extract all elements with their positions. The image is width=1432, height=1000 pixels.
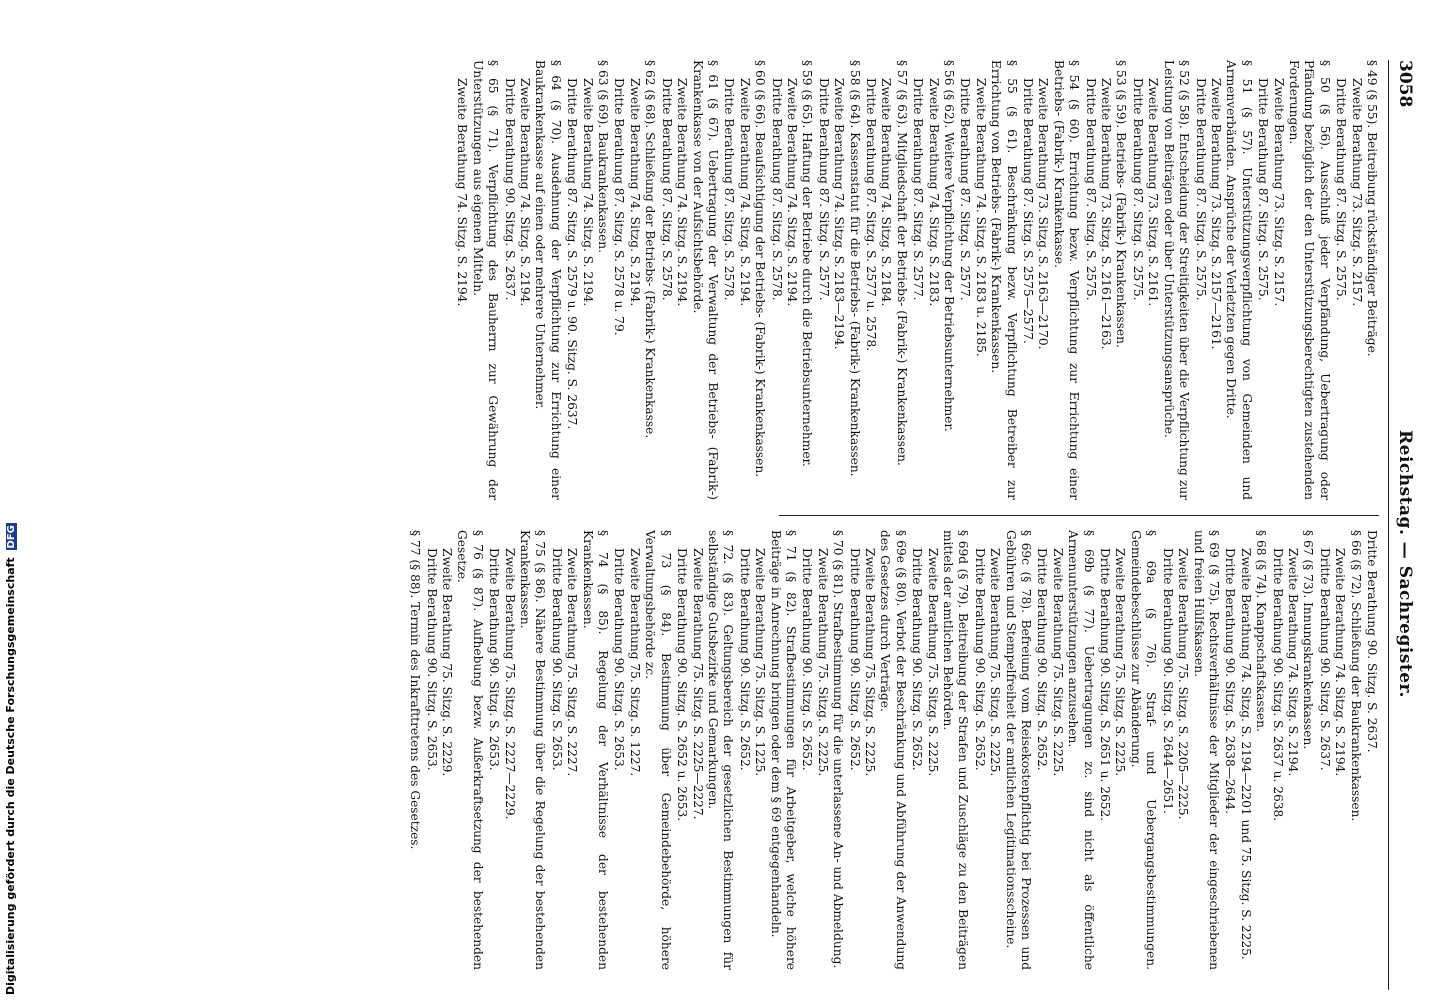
entry-reference: Zweite Berathung 74. Sitzg. S. 2194.	[784, 78, 799, 307]
index-entry	[1097, 530, 1159, 970]
index-entry	[910, 60, 956, 500]
entry-reference: Dritte Berathung 87. Sitzg. S. 2577 u. 2578.	[864, 78, 878, 352]
entry-reference: Zweite Berathung 75. Sitzg. S. 2225.	[1113, 548, 1128, 777]
entry-heading: § 68 (§ 74). Knappschaftskassen.	[1254, 530, 1269, 732]
entry-reference: Dritte Berathung 87. Sitzg. S. 2575.	[1334, 78, 1349, 301]
entry-reference: Dritte Berathung 90. Sitzg. S. 2652.	[800, 548, 815, 771]
entry-heading: § 71 (§ 82). Strafbestimmungen für Arbeitgeber, welche höhere Beiträge in Anrechnung bringen oder dem § 69 entgegenhandeln.	[768, 530, 798, 970]
index-entry	[768, 60, 814, 500]
entry-heading: § 69a (§ 76). Straf- und Uebergangsbestimmungen. Gemeindebeschlüsse zur Abänderung.	[1128, 530, 1159, 970]
entry-reference: Zweite Berathung 74. Sitzg. S. 2194.	[518, 78, 533, 307]
entry-reference: Dritte Berathung 90. Sitzg. S. 2652.	[910, 548, 925, 771]
entry-heading: § 74 (§ 85). Regelung der Verhältnisse der bestehenden Krankenkassen.	[580, 530, 611, 970]
entry-reference: Dritte Berathung 90. Sitzg. S. 2653.	[487, 548, 502, 771]
page-number: 3058	[1395, 60, 1415, 108]
entry-reference: Zweite Berathung 74. Sitzg. S. 2194.	[1333, 548, 1348, 777]
index-entry	[1130, 60, 1192, 500]
entry-reference: Dritte Berathung 87. Sitzg. S. 2575.	[1256, 78, 1271, 301]
index-entry	[423, 530, 485, 970]
entry-heading: § 50 (§ 56). Ausschluß jeder Verpfändung, Uebertragung oder Pfändung bezüglich der den Unterstützungsberechtigten zustehenden Forderungen.	[1286, 60, 1332, 500]
entry-reference: Dritte Berathung 90. Sitzg. S. 2637.	[502, 78, 517, 301]
entry-reference: Zweite Berathung 73. Sitzg. S. 2157.	[1271, 78, 1286, 307]
entry-reference: Dritte Berathung 87. Sitzg. S. 2575.	[1083, 78, 1098, 301]
header-rule	[1388, 60, 1389, 990]
index-entry	[501, 60, 563, 500]
left-column	[453, 60, 1379, 500]
index-entry	[957, 60, 1019, 500]
index-entry	[846, 530, 908, 970]
index-entry	[799, 530, 845, 970]
entry-reference: Zweite Berathung 74. Sitzg. S. 2183.	[926, 78, 941, 307]
entry-reference: Dritte Berathung 87. Sitzg. S. 2575.	[1130, 78, 1145, 301]
entry-reference: Dritte Berathung 87. Sitzg. S. 2578.	[659, 78, 674, 301]
column-divider	[779, 515, 1379, 516]
index-entry	[1159, 530, 1221, 970]
index-entry	[548, 530, 610, 970]
entry-reference: Zweite Berathung 75. Sitzg. S. 2205—2225.	[1176, 548, 1191, 820]
entry-heading: § 69c (§ 78). Befreiung vom Reisekostenpflichtig bei Prozessen und Gebühren und Stempelfreiheit der amtlichen Legitimationsscheine.	[1003, 530, 1034, 970]
entry-heading: § 55 (§ 61). Beschränkung bezw. Verpflichtung Betreiber zur Errichtung von Betriebs- (Fabrik-) Krankenkassen.	[989, 60, 1019, 500]
entry-reference: Zweite Berathung 75. Sitzg. S. 2225.	[863, 548, 877, 777]
entry-reference: Zweite Berathung 74. Sitzg. S. 2183 u. 2185.	[973, 78, 988, 357]
entry-reference: Dritte Berathung 90. Sitzg. S. 2652.	[847, 548, 862, 771]
index-entry	[674, 530, 736, 970]
entry-heading: Dritte Berathung 90. Sitzg. S. 2637.	[1365, 530, 1379, 753]
entry-reference: Zweite Berathung 74. Sitzg. S. 2183—2194.	[832, 78, 847, 350]
entry-reference: Dritte Berathung 90. Sitzg. S. 2637.	[1317, 548, 1332, 771]
entry-reference: Dritte Berathung 90. Sitzg. S. 2652.	[972, 548, 987, 771]
entry-reference: Zweite Berathung 74. Sitzg. S. 2184.	[879, 78, 894, 307]
entry-reference: Dritte Berathung 90. Sitzg. S. 2638—2644.	[1223, 548, 1238, 814]
index-entry	[658, 60, 720, 500]
entry-heading: § 69b (§ 77). Uebertragungen zc. sind nicht als öffentliche Armenunterstützungen anzusehen.	[1066, 530, 1096, 970]
index-entry	[611, 60, 657, 500]
index-entry	[486, 530, 548, 970]
entry-heading: § 66 (§ 72). Schließung der Baukrankenkassen.	[1348, 530, 1363, 822]
entry-reference: Zweite Berathung 75. Sitzg. S. 2225—2227.	[690, 548, 705, 820]
entry-reference: Dritte Berathung 87. Sitzg. S. 2575—2577.	[1021, 78, 1036, 344]
index-entry	[1034, 530, 1096, 970]
entry-reference: Zweite Berathung 74. Sitzg. S. 2194.	[455, 78, 470, 307]
index-entry	[1192, 60, 1254, 500]
entry-reference: Zweite Berathung 74. Sitzg. S. 2194.	[580, 78, 595, 307]
digitization-footer	[4, 60, 18, 995]
entry-reference: Zweite Berathung 73. Sitzg. S. 2157—2161.	[1208, 78, 1223, 350]
entry-heading: § 77 (§ 88). Termin des Inkrafttretens des Gesetzes.	[408, 530, 423, 850]
entry-reference: Zweite Berathung 74. Sitzg. S. 2194.	[1285, 548, 1300, 777]
entry-heading: § 73 (§ 84). Bestimmung über Gemeindebehörde, höhere Verwaltungsbehörde zc.	[643, 530, 673, 970]
entry-heading: § 64 (§ 70). Ausdehnung der Verpflichtung zur Errichtung einer Baukrankenkasse auf einen oder mehrere Unternehmer.	[533, 60, 563, 500]
entry-heading: § 69d (§ 79). Beitreibung der Strafen und Zuschläge zu den Beiträgen mittels der amtlichen Behörden.	[941, 530, 971, 970]
index-entry	[1269, 530, 1315, 970]
entry-heading: § 76 (§ 87). Aufhebung bezw. Außerkraftsetzung der bestehenden Gesetze.	[455, 530, 485, 970]
entry-heading: § 63 (§ 69). Baukrankenkassen.	[596, 60, 611, 254]
entry-heading: § 75 (§ 86). Nähere Bestimmung über die Regelung der bestehenden Krankenkassen.	[518, 530, 548, 970]
right-column	[406, 530, 1379, 970]
entry-reference: Zweite Berathung 75. Sitzg. S. 2225.	[1050, 548, 1065, 777]
footer-credit: Digitalisierung gefördert durch die Deutsche Forschungsgemeinschaft	[4, 557, 17, 995]
entry-reference: Dritte Berathung 90. Sitzg. S. 2652 u. 2653.	[675, 548, 690, 822]
entry-heading: § 56 (§ 62). Weitere Verpflichtung der Betriebsunternehmer.	[942, 60, 957, 432]
entry-heading: § 54 (§ 60). Errichtung bezw. Verpflichtung zur Errichtung einer Betriebs- (Fabrik-) Krankenkasse.	[1051, 60, 1082, 500]
entry-reference: Zweite Berathung 75. Sitzg. S. 2229.	[440, 548, 455, 777]
index-entry	[454, 60, 500, 500]
entry-reference: Dritte Berathung 87. Sitzg. S. 2578 u. 79.	[612, 78, 627, 336]
entry-reference: Zweite Berathung 74. Sitzg. S. 2194.	[627, 78, 642, 307]
entry-reference: Zweite Berathung 74. Sitzg. S. 2194—2201 und 75. Sitzg. S. 2225.	[1238, 548, 1253, 960]
index-entry	[564, 60, 610, 500]
entry-reference: Zweite Berathung 73. Sitzg. S. 2161.	[1146, 78, 1161, 307]
entry-reference: Dritte Berathung 87. Sitzg. S. 2579 u. 90. Sitzg. S. 2637.	[565, 78, 580, 430]
entry-reference: Zweite Berathung 74. Sitzg. S. 2194.	[675, 78, 690, 307]
index-entry	[909, 530, 971, 970]
entry-reference: Zweite Berathung 75. Sitzg. S. 1227.	[627, 548, 642, 777]
entry-reference: Zweite Berathung 75. Sitzg. S. 2225.	[925, 548, 940, 777]
index-entry	[815, 60, 861, 500]
entry-reference: Dritte Berathung 90. Sitzg. S. 2653.	[549, 548, 564, 771]
entry-reference: Zweite Berathung 73. Sitzg. S. 2161—2163.	[1099, 78, 1114, 350]
entry-heading: § 65 (§ 71). Verpflichtung des Bauherrn zur Gewährung der Unterstützungen aus eigenen Mitteln.	[470, 60, 501, 500]
index-entry	[1222, 530, 1268, 970]
entry-heading: § 69 (§ 75). Rechtsverhältnisse der Mitglieder der eingeschriebenen und freien Hülfskassen.	[1191, 530, 1221, 970]
index-entry	[1333, 60, 1379, 500]
index-entry	[863, 60, 909, 500]
entry-heading: § 61 (§ 67). Uebertragung der Verwaltung der Betriebs- (Fabrik-) Krankenkasse von der Aufsichtsbehörde.	[690, 60, 720, 500]
entry-reference: Zweite Berathung 74. Sitzg. S. 2194.	[737, 78, 752, 307]
entry-heading: § 58 (§ 64). Kassenstatut für die Betriebs- (Fabrik-) Krankenkassen.	[847, 60, 862, 477]
rotated-content	[125, 60, 1415, 990]
entry-reference: Dritte Berathung 87. Sitzg. S. 2577.	[816, 78, 831, 301]
entry-reference: Dritte Berathung 87. Sitzg. S. 2578.	[769, 78, 784, 301]
entry-reference: Zweite Berathung 75. Sitzg. S. 1225.	[753, 548, 768, 777]
entry-heading: § 52 (§ 58). Entscheidung der Streitigkeiten über die Verpflichtung zur Leistung von Beiträgen oder über Unterstützungsansprüche.	[1161, 60, 1192, 500]
index-entry	[611, 530, 673, 970]
entry-reference: Dritte Berathung 90. Sitzg. S. 2652.	[1035, 548, 1050, 771]
index-entry	[1020, 60, 1082, 500]
running-title: Reichstag. — Sachregister.	[1395, 430, 1415, 698]
page-header	[1389, 60, 1415, 990]
index-entry	[736, 530, 798, 970]
entry-reference: Dritte Berathung 87. Sitzg. S. 2575.	[1193, 78, 1208, 301]
entry-heading: § 69e (§ 80). Verbot der Beschränkung und Abführung der Anwendung des Gesetzes durch Verträge.	[878, 530, 908, 970]
entry-reference: Dritte Berathung 87. Sitzg. S. 2577.	[958, 78, 973, 301]
index-entry	[1364, 530, 1379, 970]
entry-heading: § 70 (§ 81). Strafbestimmung für die unterlassene An- und Abmeldung.	[831, 530, 846, 969]
entry-reference: Dritte Berathung 90. Sitzg. S. 2644—2651.	[1160, 548, 1175, 814]
entry-reference: Dritte Berathung 90. Sitzg. S. 2651 u. 2652.	[1098, 548, 1113, 822]
entry-heading: § 72. (§ 83). Geltungsbereich der gesetzlichen Bestimmungen für selbständige Gutsbezirke und Gemarkungen.	[705, 530, 736, 970]
entry-reference: Dritte Berathung 90. Sitzg. S. 2653.	[424, 548, 439, 771]
entry-reference: Zweite Berathung 73. Sitzg. S. 2157.	[1349, 78, 1364, 307]
entry-heading: § 57 (§ 63). Mitgliedschaft der Betriebs- (Fabrik-) Krankenkassen.	[894, 60, 909, 466]
index-entry	[971, 530, 1033, 970]
entry-reference: Dritte Berathung 90. Sitzg. S. 2652.	[737, 548, 752, 771]
entry-heading: § 62 (§ 68). Schließung der Betriebs- (Fabrik-) Krankenkasse.	[643, 60, 658, 439]
entry-reference: Dritte Berathung 90. Sitzg. S. 2637 u. 2638.	[1270, 548, 1285, 822]
entry-reference: Dritte Berathung 90. Sitzg. S. 2653.	[612, 548, 627, 771]
entry-reference: Zweite Berathung 75. Sitzg. S. 2225.	[815, 548, 830, 777]
index-entry	[1082, 60, 1128, 500]
index-entry	[1255, 60, 1332, 500]
entry-reference: Zweite Berathung 75. Sitzg. S. 2227.	[565, 548, 580, 777]
entry-heading: § 67 (§ 73). Innungskrankenkassen.	[1301, 530, 1316, 750]
entry-reference: Dritte Berathung 87. Sitzg. S. 2577.	[911, 78, 926, 301]
entry-heading: § 53 (§ 59). Betriebs- (Fabrik-) Krankenkassen.	[1114, 60, 1129, 348]
entry-reference: Zweite Berathung 75. Sitzg. S. 2225.	[988, 548, 1003, 777]
index-entry	[721, 60, 767, 500]
entry-heading: § 59 (§ 65). Haftung der Betriebe durch die Betriebsunternehmer.	[800, 60, 815, 467]
index-entry	[407, 530, 422, 970]
index-entry	[1316, 530, 1362, 970]
entry-reference: Zweite Berathung 73. Sitzg. S. 2163—2170.	[1036, 78, 1051, 350]
entry-heading: § 49 (§ 55). Beitreibung rückständiger Beiträge.	[1365, 60, 1379, 357]
entry-reference: Dritte Berathung 87. Sitzg. S. 2578.	[722, 78, 737, 301]
entry-heading: § 60 (§ 66). Beaufsichtigung der Betriebs- (Fabrik-) Krankenkassen.	[753, 60, 768, 478]
dfg-logo: DFG	[6, 525, 17, 549]
entry-reference: Zweite Berathung 75. Sitzg. S. 2227—2229.	[502, 548, 517, 820]
entry-heading: § 51 (§ 57). Unterstützungsverpflichtung von Gemeinden und Armenverbänden. Ansprüche der Verletzten gegen Dritte.	[1224, 60, 1254, 500]
